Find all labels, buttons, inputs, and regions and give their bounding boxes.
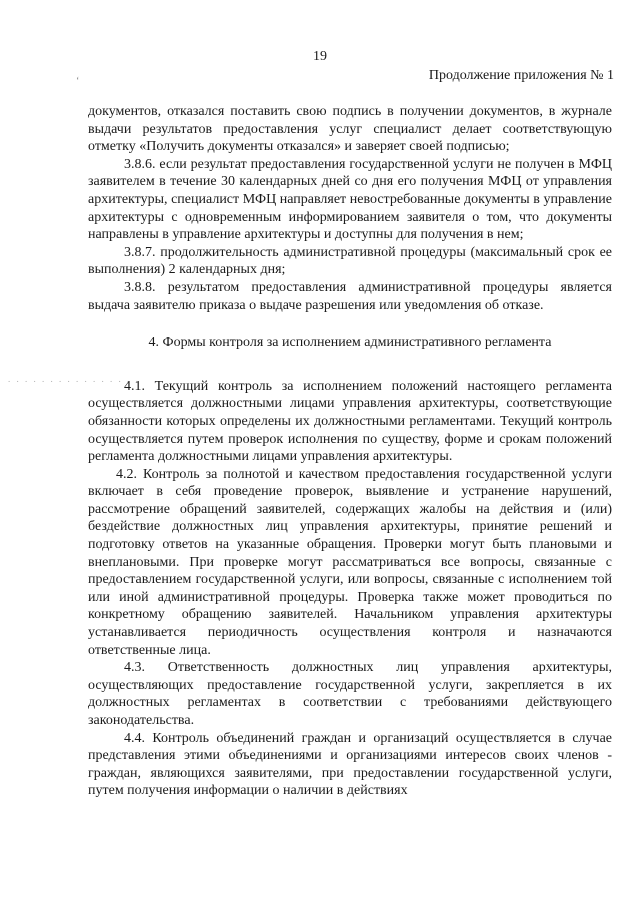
section-4-heading: 4. Формы контроля за исполнением административного регламента [148, 335, 552, 351]
paragraph-3-8-7: 3.8.7. продолжительность административной процедуры (максимальный срок ее выполнения) 2 календарных дня; [88, 244, 612, 278]
paragraph-continued: документов, отказался поставить свою подпись в получении документов, в журнале выдачи результатов предоставления услуг специалист делает соответствующую отметку «Получить документы отказался» и заверяет своей подписью; [88, 104, 612, 155]
scan-mark: ‘ [76, 76, 80, 87]
paragraph-4-4: 4.4. Контроль объединений граждан и организаций осуществляется в случае представления этими объединениями и организациями интересов своих членов - граждан, являющихся заявителями, при предоставлении государственной услуги, путем получения информации о наличии в действиях [88, 730, 612, 799]
appendix-continuation-label: Продолжение приложения № 1 [428, 68, 614, 83]
document-body [88, 103, 612, 800]
paragraph-4-2: 4.2. Контроль за полнотой и качеством предоставления государственной услуги включает в себя проведение проверок, выявление и устранение нарушений, рассмотрение обращений заявителей, содержащих жалобы на действия и (или) бездействие должностных лиц управления архитектуры, принятие решений и подготовку ответов на указанные обращения. Проверки могут быть плановыми и внеплановыми. При проверке могут рассматриваться все вопросы, связанные с предоставлением государственной услуги, или вопросы, связанные с исполнением той или иной административной процедуры. Проверка также может проводиться по конкретному обращению заявителей. Начальником управления архитектуры устанавливается периодичность осуществления контроля и назначаются ответственные лица. [88, 466, 612, 658]
scan-dots: . . . . . . . . . . . . . . . . [8, 374, 140, 384]
paragraph-4-1: 4.1. Текущий контроль за исполнением положений настоящего регламента осуществляется должностными лицами управления архитектуры, соответствующие обязанности которых определены их должностными регламентами. Текущий контроль осуществляется путем проверок исполнения по существу, форме и срокам положений регламента должностными лицами управления архитектуры. [88, 378, 612, 465]
paragraph-4-3: 4.3. Ответственность должностных лиц управления архитектуры, осуществляющих предоставление государственной услуги, закрепляется в их должностных регламентах в соответствии с требованиями действующего законодательства. [88, 660, 612, 728]
page-number: 19 [313, 49, 327, 64]
paragraph-3-8-6: 3.8.6. если результат предоставления государственной услуги не получен в МФЦ заявителем в течение 30 календарных дней со дня его получения МФЦ от управления архитектуры, специалист МФЦ направляет невостребованные документы в управление архитектуры с одновременным информированием заявителя о том, что документы направлены в управление архитектуры и доступны для получения в нем; [88, 156, 612, 243]
paragraph-3-8-8: 3.8.8. результатом предоставления административной процедуры является выдача заявителю приказа о выдаче разрешения или уведомления об отказе. [88, 279, 612, 313]
